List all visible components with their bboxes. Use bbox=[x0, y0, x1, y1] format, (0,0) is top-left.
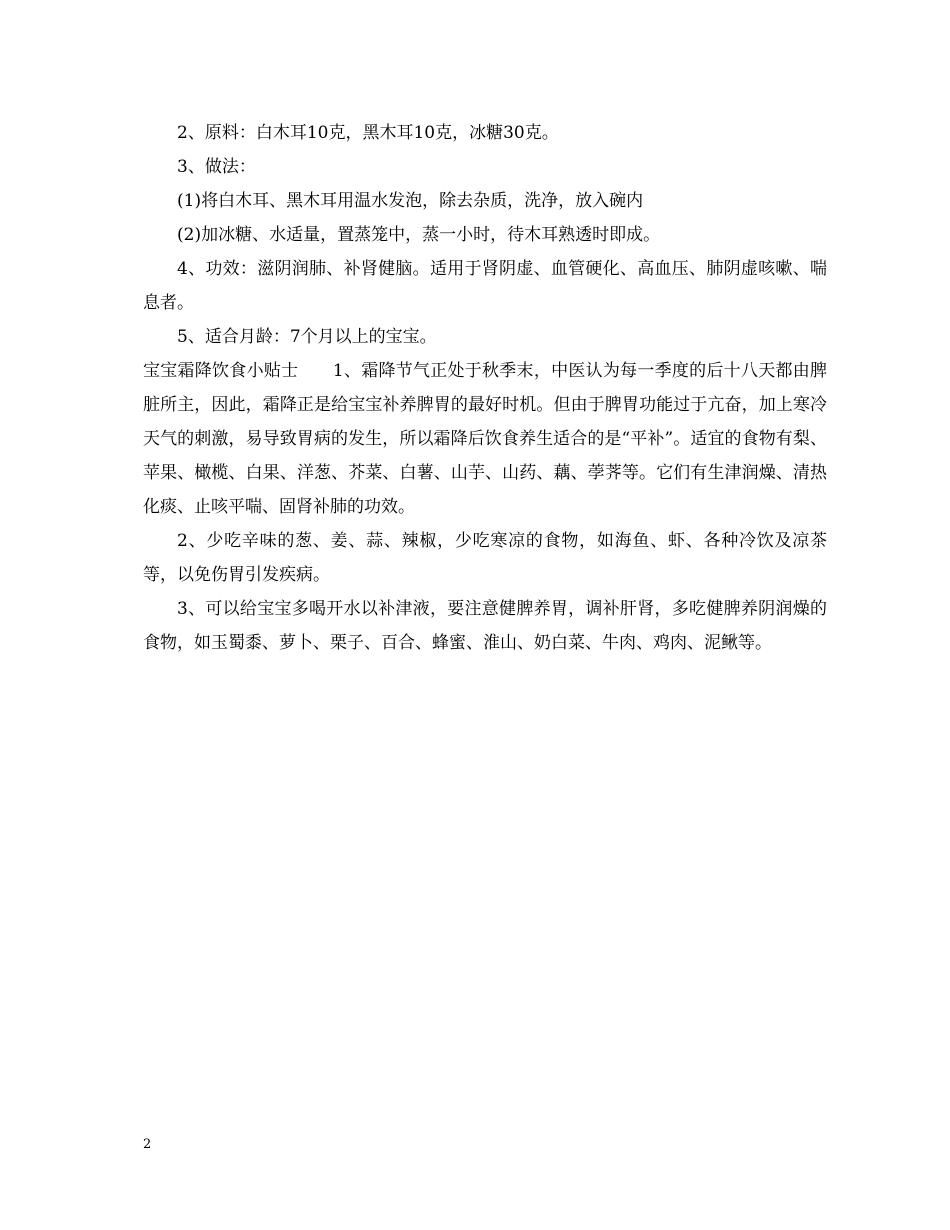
paragraph-method-step-1: (1)将白木耳、黑木耳用温水发泡，除去杂质，洗净，放入碗内 bbox=[177, 191, 644, 211]
paragraph-method-heading: 3、做法： bbox=[177, 157, 256, 177]
paragraph-suitable-age: 5、适合月龄：7个月以上的宝宝。 bbox=[177, 327, 437, 347]
paragraph-tip-2: 2、少吃辛味的葱、姜、蒜、辣椒，少吃寒凉的食物，如海鱼、虾、各种冷饮及凉茶等，以免伤胃引发疾病。 bbox=[143, 531, 827, 585]
paragraph-method-step-2: (2)加冰糖、水适量，置蒸笼中，蒸一小时，待木耳熟透时即成。 bbox=[177, 225, 661, 245]
paragraph-ingredients: 2、原料：白木耳10克，黑木耳10克，冰糖30克。 bbox=[177, 123, 559, 143]
paragraph-efficacy: 4、功效：滋阴润肺、补肾健脑。适用于肾阴虚、血管硬化、高血压、肺阴虚咳嗽、喘息者。 bbox=[143, 259, 827, 313]
document-body bbox=[143, 116, 827, 660]
paragraph-tip-3: 3、可以给宝宝多喝开水以补津液，要注意健脾养胃，调补肝肾，多吃健脾养阴润燥的食物，如玉蜀黍、萝卜、栗子、百合、蜂蜜、淮山、奶白菜、牛肉、鸡肉、泥鳅等。 bbox=[143, 599, 827, 653]
paragraph-tips-intro: 宝宝霜降饮食小贴士 1、霜降节气正处于秋季末，中医认为每一季度的后十八天都由脾脏所主，因此，霜降正是给宝宝补养脾胃的最好时机。但由于脾胃功能过于亢奋，加上寒冷天气的刺激，易导致胃病的发生，所以霜降后饮食养生适合的是“平补”。适宜的食物有梨、苹果、橄榄、白果、洋葱、芥菜、白薯、山芋、山药、藕、荸荠等。它们有生津润燥、清热化痰、止咳平喘、固肾补肺的功效。 bbox=[143, 361, 827, 517]
page-number: 2 bbox=[143, 1137, 152, 1152]
